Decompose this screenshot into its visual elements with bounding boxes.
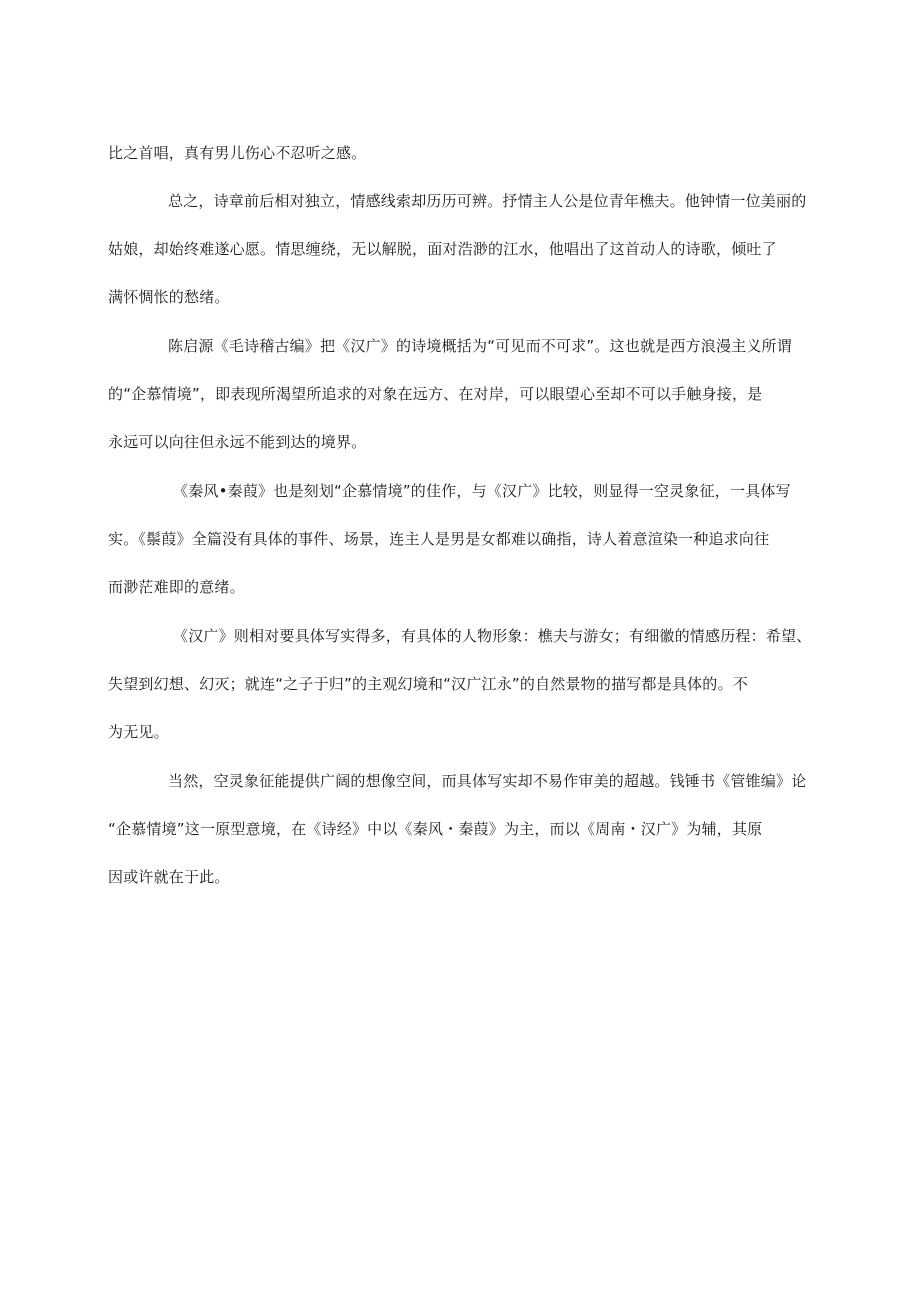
text-line: 当然，空灵象征能提供广阔的想像空间，而具体写实却不易作审美的超越。钱锤书《管锥编》论 <box>168 772 807 790</box>
text-line: 失望到幻想、幻灭；就连“之子于归”的主观幻境和“汉广江永”的自然景物的描写都是具体的。不 <box>108 675 748 693</box>
text-line: 《汉广》则相对要具体写实得多，有具体的人物形象：樵夫与游女；有细徽的情感历程：希望、 <box>173 627 812 645</box>
text-line: 的“企慕情境”，即表现所渴望所追求的对象在远方、在对岸，可以眼望心至却不可以手触身接，是 <box>108 385 763 403</box>
text-line: 《秦风•秦葭》也是刻划“企慕情境”的佳作，与《汉广》比较，则显得一空灵象征，一具体写 <box>173 482 791 500</box>
text-line: 而渺茫难即的意绪。 <box>108 578 245 596</box>
text-line: 实。《鬃葭》全篇没有具体的事件、场景，连主人是男是女都难以确指，诗人着意渲染一种追求向往 <box>108 530 770 548</box>
text-line: 因或许就在于此。 <box>108 868 230 886</box>
text-line: 永远可以向往但永远不能到达的境界。 <box>108 433 367 451</box>
text-line: 比之首唱，真有男儿伤心不忍听之感。 <box>108 144 367 162</box>
text-line: 为无见。 <box>108 723 169 741</box>
text-line: 满怀惆怅的愁绪。 <box>108 288 230 306</box>
text-line: “企慕情境”这一原型意境，在《诗经》中以《秦风・秦葭》为主，而以《周南・汉广》为辅，其原 <box>108 820 763 838</box>
text-line: 陈启源《毛诗稽古编》把《汉广》的诗境概括为“可见而不可求”。这也就是西方浪漫主义所谓 <box>168 337 792 355</box>
text-line: 总之，诗章前后相对独立，情感线索却历历可辨。抒情主人公是位青年樵夫。他钟情一位美丽的 <box>168 192 807 210</box>
text-line: 姑娘，却始终难遂心愿。情思缠绕，无以解脱，面对浩渺的江水，他唱出了这首动人的诗歌，倾吐了 <box>108 240 777 258</box>
